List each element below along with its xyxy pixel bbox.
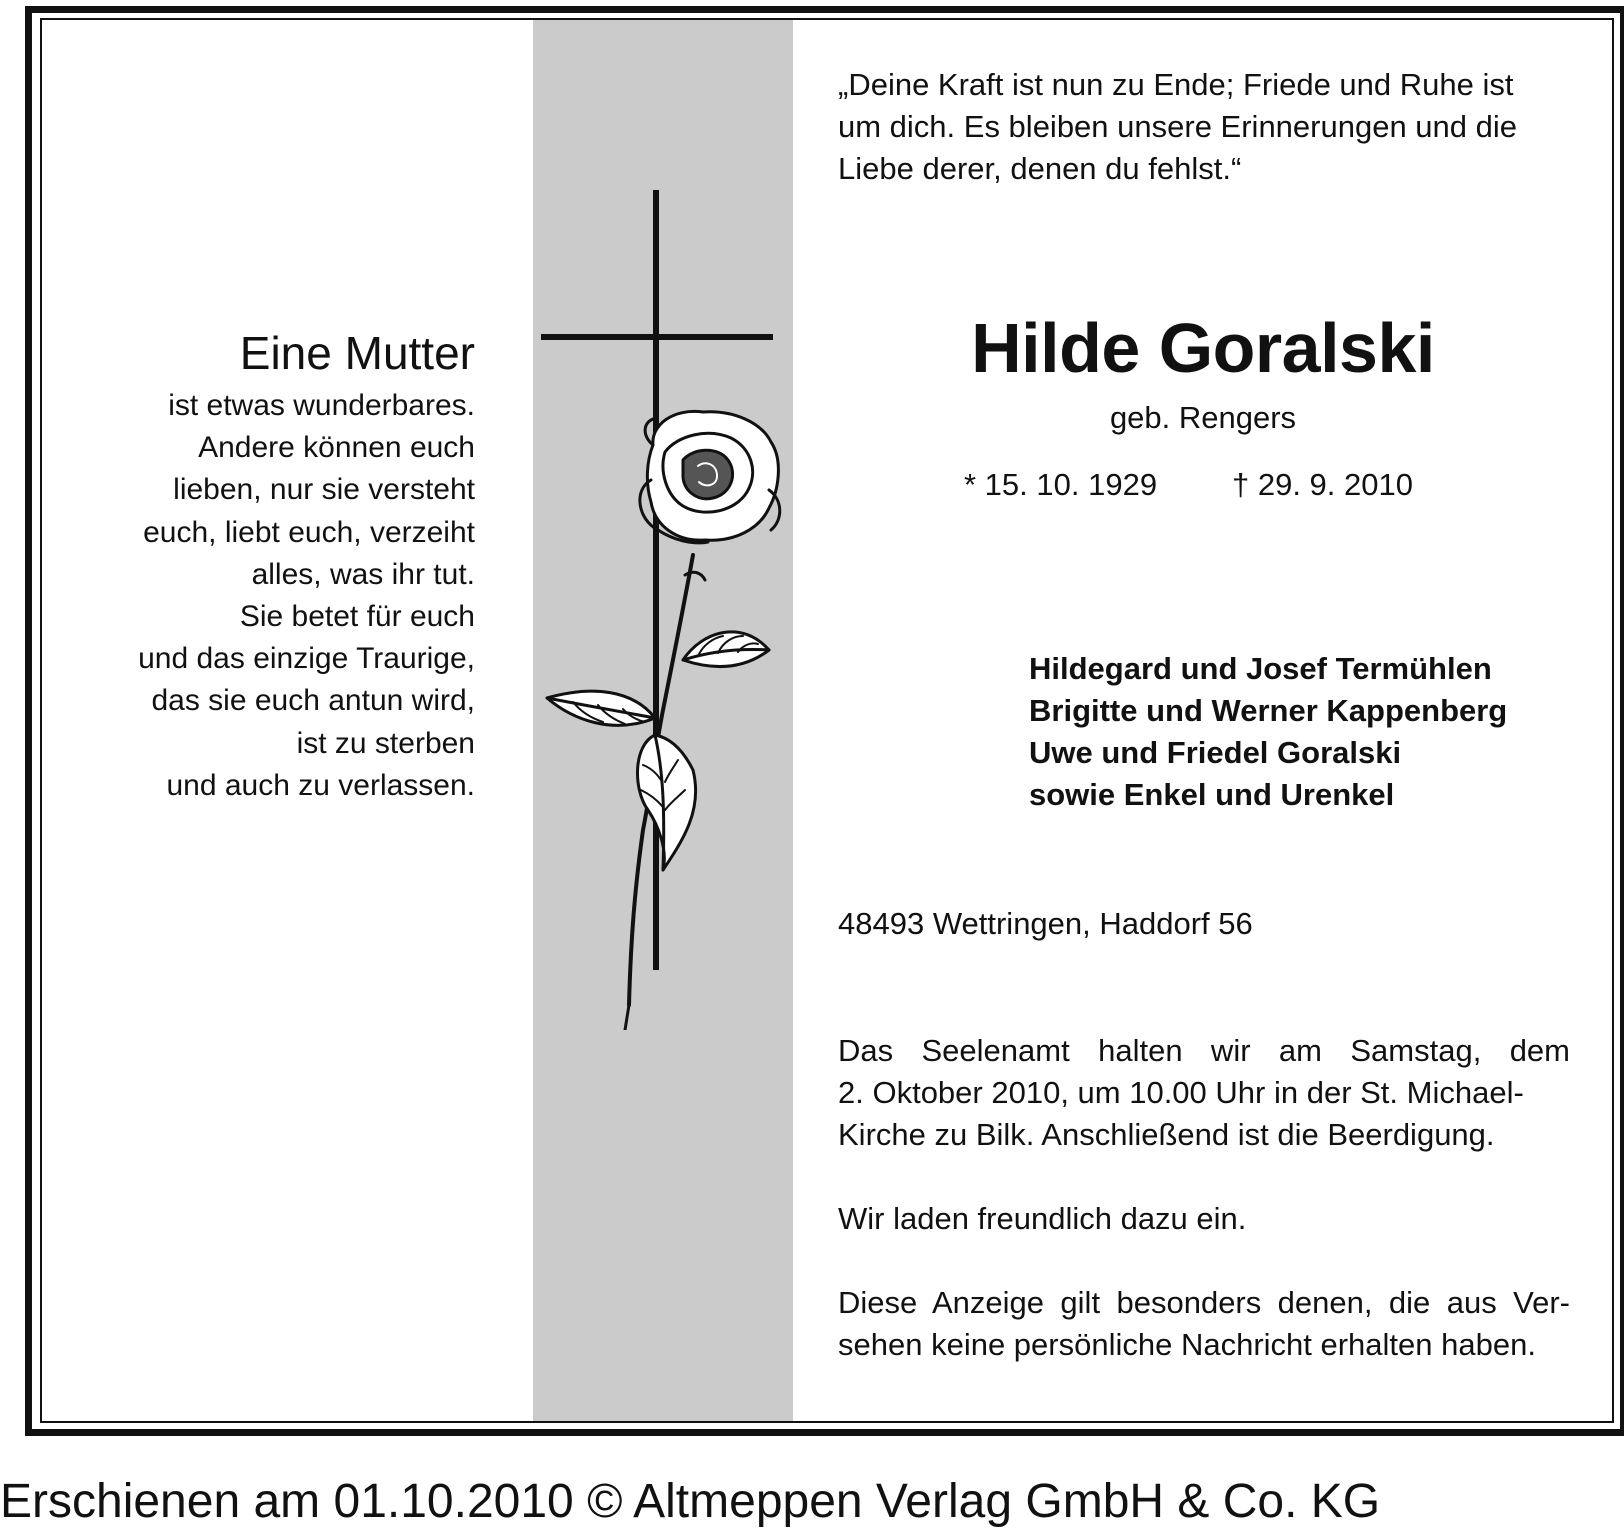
- poem-line: alles, was ihr tut.: [251, 557, 475, 591]
- deceased-name: Hilde Goralski: [971, 309, 1435, 387]
- poem-title: Eine Mutter: [239, 327, 475, 379]
- address: 48493 Wettringen, Haddorf 56: [838, 906, 1253, 941]
- poem-line: Andere können euch: [198, 431, 475, 465]
- rose-icon: [547, 411, 780, 1030]
- invitation-line: Wir laden freundlich dazu ein.: [838, 1201, 1247, 1236]
- cross-rose-illustration: [533, 190, 793, 1030]
- mourner: Brigitte und Werner Kappenberg: [1029, 693, 1508, 728]
- quote-line: „Deine Kraft ist nun zu Ende; Friede und Ruhe ist: [838, 67, 1514, 102]
- mourner: Uwe und Friedel Goralski: [1029, 735, 1402, 770]
- poem-line: Sie betet für euch: [239, 600, 475, 634]
- quote-line: um dich. Es bleiben unsere Erinnerungen und die: [838, 109, 1518, 144]
- poem-line: lieben, nur sie versteht: [173, 473, 475, 507]
- poem-line: ist etwas wunderbares.: [168, 389, 475, 422]
- notice-line: Diese Anzeige gilt besonders denen, die aus Ver-: [838, 1285, 1570, 1320]
- notice-paragraph: [838, 1282, 1570, 1366]
- service-line: 2. Oktober 2010, um 10.00 Uhr in der St. Michael-: [838, 1075, 1524, 1110]
- service-line: Kirche zu Bilk. Anschließend ist die Beerdigung.: [838, 1117, 1495, 1152]
- publication-footer: Erschienen am 01.10.2010 © Altmeppen Verlag GmbH & Co. KG: [0, 1475, 1381, 1528]
- poem-text: [60, 385, 475, 807]
- poem-line: und das einzige Traurige,: [138, 642, 475, 676]
- cross-icon: [541, 190, 773, 970]
- service-paragraph: [838, 1030, 1570, 1156]
- mourners-list: [1029, 648, 1507, 816]
- birth-date: * 15. 10. 1929: [964, 467, 1158, 502]
- invitation-text: [838, 1198, 1570, 1240]
- poem-line: euch, liebt euch, verzeiht: [143, 515, 475, 549]
- memorial-quote: [838, 64, 1578, 190]
- death-date: † 29. 9. 2010: [1232, 467, 1413, 502]
- notice-line: sehen keine persönliche Nachricht erhalten haben.: [838, 1327, 1536, 1362]
- poem-line: das sie euch antun wird,: [151, 684, 475, 718]
- poem-line: und auch zu verlassen.: [166, 768, 475, 802]
- service-line: Das Seelenamt halten wir am Samstag, dem: [838, 1033, 1570, 1068]
- maiden-name: geb. Rengers: [1109, 400, 1297, 435]
- poem-line: ist zu sterben: [296, 726, 475, 760]
- mourner: sowie Enkel und Urenkel: [1029, 777, 1395, 812]
- quote-line: Liebe derer, denen du fehlst.“: [838, 151, 1242, 186]
- mourner: Hildegard und Josef Termühlen: [1029, 651, 1492, 686]
